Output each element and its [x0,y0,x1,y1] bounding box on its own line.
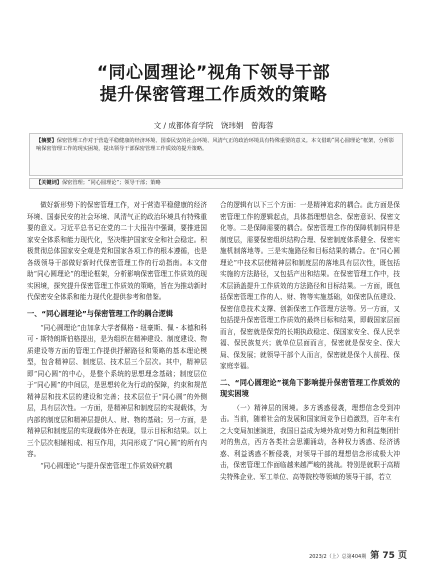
body-paragraph: 合的逻辑有以下三个方面：一是精神追求的耦合。此方面是保密管理工作的逻辑起点，具体指理想信念、保密意识、保密文化等。二是保障需要的耦合。保密管理工作的保障机制同样是制度层，需要保密组织结构合理、保密制度体系健全、保密实施机制落地等。三是实施路径和目标结果的耦合。在“同心圆理论”中技术层使精神层和制度层的落地具有层次性，既包括实施的方法路径，又包括产出和结果。在保密管理工作中，技术层涵盖提升工作质效的方法路径和目标结果。一方面，既包括保密管理工作的人、财、物等实施基础，如保密队伍建设、保密信息技术支撑、创新保密工作管理方法等。另一方面，又包括提升保密管理工作质效的最终目标和结果，即载国家层面而言，保密就是保党的长期执政稳定、保国家安全、保人民幸福、保民族复兴；就单位层面而言，保密就是保安全、保大局、保发展；就领导干部个人而言，保密就是保个人前程、保家庭幸福。 [220,201,400,370]
authors-line: 文 / 成都体育学院 饶玮娟 曾海蓉 [153,121,274,130]
abstract-box [29,133,403,176]
keywords-label: 【关键词】 [36,180,62,186]
body-paragraph: （一）精神层的困境。多方诱惑侵袭，理想信念受到冲击。当前，随着社会的发展和国家间竞争日趋激烈，百年未有之大变局加速演进，我国日益成为境外敌对势力和利益集团针对的焦点，西方各类社会思潮涌动，各种权力诱惑、经济诱惑、利益诱惑不断侵袭，对领导干部的理想信念形成极大冲击，保密管理工作面临越来越严峻的挑战。特别是就职于高精尖特殊企业、军工单位、高等院校等领域的领导干部，若立 [220,403,400,481]
section-heading-1: 一、“同心圆理论”与保密管理工作的耦合逻辑 [27,308,174,318]
section-heading-2: 二、“同心圆理论”视角下影响提升保密管理工作质效的现实困境 [220,377,400,398]
body-paragraph: “同心圆理论”由加拿大学者佩格・纽豪斯、佩・本德和科可・斯特朗斯伯格提出，是为组织在精神建设、制度建设、物质建设等方面的管理工作提供抒解路径和策略的基本理论模型，包含精神层、制度层、技术层三个层次。其中，精神层即“同心圆”的中心，是整个系统的思想理念基础；制度层位于“同心圆”的中间层，是思想转化为行动的保障，约束和规范精神层和技术层的建设和完善；技术层位于“同心圆”的外侧层，具有层次性。一方面，是精神层和制度层的实现载体，为内部的制度层和精神层提供人、财、物的基础；另一方面，是精神层和制度层的实现载体外在表现，显示目标和结果。以上三个层次相辅相成、相互作用，共同形成了“同心圆”的所有内容。 [27,323,207,458]
page-number: 第 75 页 [370,551,407,561]
keywords-text: 保密管理；“同心圆理论”；领导干部；策略 [61,180,161,186]
abstract-label: 【摘要】 [36,138,57,144]
intro-paragraph: 做好新形势下的保密管理工作，对于营造平稳健康的经济环境、国泰民安的社会环境、风清气正的政治环境具有特殊重要的意义。习近平总书记在党的二十大报告中强调，要推进国家安全体系和能力现代化，坚决维护国家安全和社会稳定。积极贯彻总体国家安全观是党和国家各项工作的根本遵循，也是各级领导干部做好新时代保密管理工作的行动指南。本文借助“同心圆理论”的理论框架，分析影响保密管理工作质效的现实困境，探究提升保密管理工作质效的策略，旨在为推动新时代保密安全体系和能力现代化提供参考和借鉴。 [27,201,207,301]
article-title-line1: “同心圆理论”视角下领导干部 [96,63,331,83]
issue-info: 2023/2（上）总第404期 [309,554,367,560]
abstract-text: 保密管理工作对于营造平稳健康的经济环境、国泰民安的社会环境、风清气正的政治环境具有特殊重要的意义。本文借助“同心圆理论”框架，分析影响保密管理工作的现实困境，提出领导干部保密管理工作质效的提升策略。 [36,138,395,153]
left-column [27,200,207,545]
body-paragraph: “同心圆理论”与提升保密管理工作质效研究耦 [40,461,173,470]
page-footer [309,552,407,562]
article-title-line2: 提升保密管理工作质效的策略 [99,85,328,105]
keywords-box [29,178,403,189]
right-column [220,200,400,545]
